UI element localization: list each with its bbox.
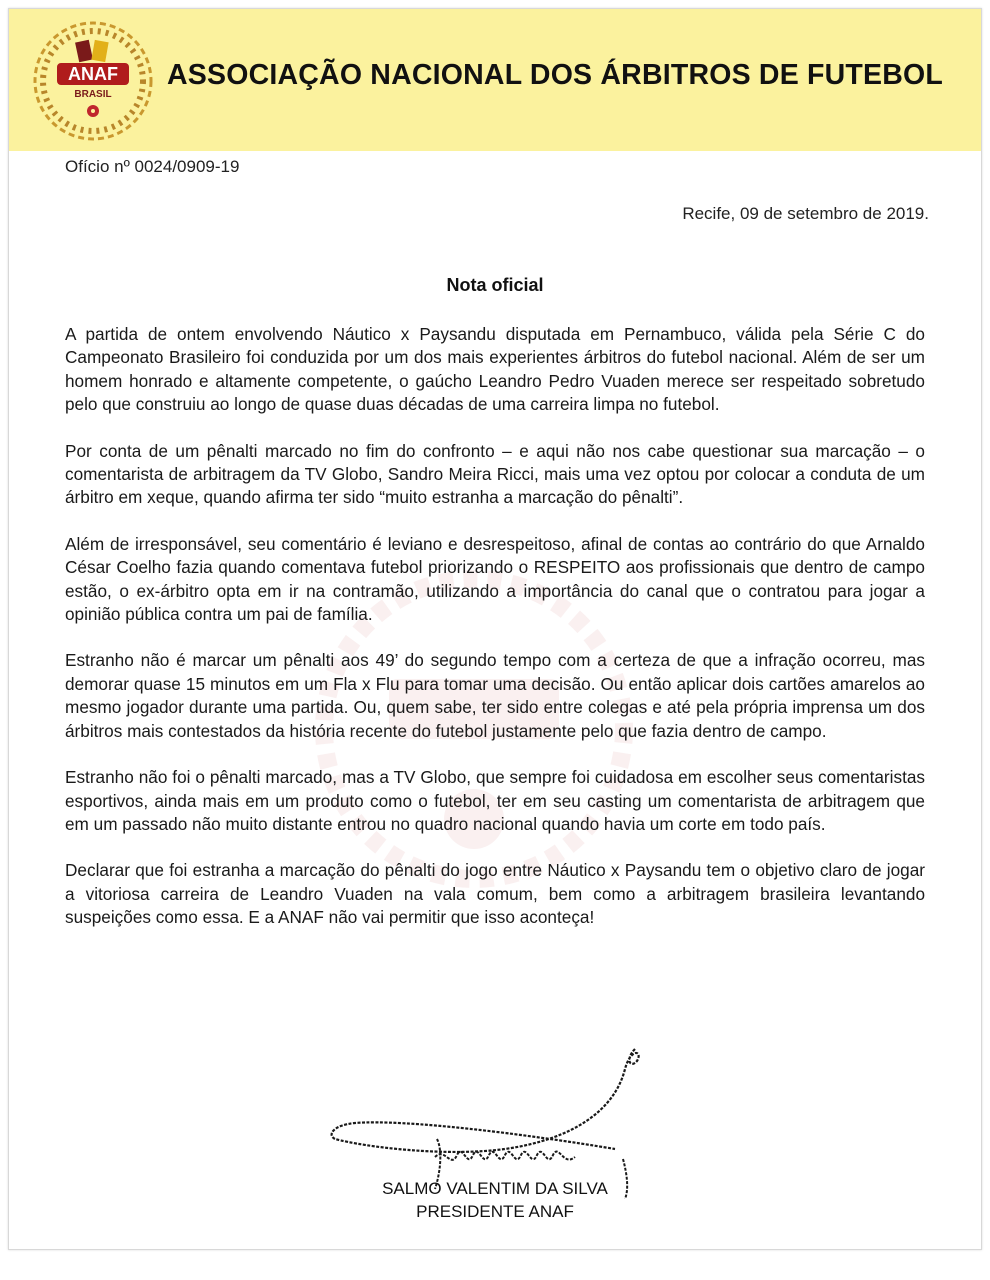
paragraph: Estranho não foi o pênalti marcado, mas a TV Globo, que sempre foi cuidadosa em escolher seus comentaristas esportivos, ainda mais em um produto como o futebol, ter em seu casting um comentarista de arbitragem que em um passado não muito distante entrou no quadro nacional quando havia um corte em todo país. [65,767,925,834]
paragraph: Além de irresponsável, seu comentário é leviano e desrespeitoso, afinal de contas ao contrário do que Arnaldo César Coelho fazia quando comentava futebol priorizando o RESPEITO aos profissionais que dentro de campo estão, o ex-árbitro opta em ir na contramão, utilizando a importância do canal que o contratou para jogar a opinião pública contra um pai de família. [65,533,925,625]
svg-text:ANAF: ANAF [68,64,118,84]
anaf-logo [31,19,155,143]
letter-sheet [8,8,982,1250]
place-and-date: Recife, 09 de setembro de 2019. [682,204,929,223]
paragraph: Estranho não é marcar um pênalti aos 49’ do segundo tempo com a certeza de que a infração ocorreu, mas demorar quase 15 minutos em um Fla x Flu para tomar uma decisão. Ou então aplicar dois cartões amarelos ao mesmo jogador durante uma partida. Ou, quem sabe, ter sido entre colegas e até pela própria imprensa um dos árbitros mais contestados da história recente do futebol justamente pelo que fazia dentro de campo. [65,650,925,741]
reference-number: Ofício nº 0024/0909-19 [65,157,240,176]
paragraph: Por conta de um pênalti marcado no fim do confronto – e aqui não nos cabe questionar sua marcação – o comentarista de arbitragem da TV Globo, Sandro Meira Ricci, mais uma vez optou por colocar a conduta de um árbitro em xeque, quando afirma ter sido “muito estranha a marcação do pênalti”. [65,440,925,508]
paragraph: A partida de ontem envolvendo Náutico x Paysandu disputada em Pernambuco, válida pela Série C do Campeonato Brasileiro foi conduzida por um dos mais experientes árbitros do futebol nacional. Além de ser um homem honrado e altamente competente, o gaúcho Leandro Pedro Vuaden merece ser respeitado sobretudo pelo que construiu ao longo de quase duas décadas de uma carreira limpa no futebol. [65,324,925,415]
paragraph: Declarar que foi estranha a marcação do pênalti do jogo entre Náutico x Paysandu tem o objetivo claro de jogar a vitoriosa carreira de Leandro Vuaden na vala comum, bem como a arbitragem brasileira levantando suspeições como essa. E a ANAF não vai permitir que isso aconteça! [65,860,925,928]
handwritten-signature [325,1039,665,1199]
signatory-role: PRESIDENTE ANAF [416,1202,574,1221]
organization-name: ASSOCIAÇÃO NACIONAL DOS ÁRBITROS DE FUTEBOL [167,59,944,91]
letter-body [65,323,925,953]
signatory-name: SALMO VALENTIM DA SILVA [382,1179,608,1198]
svg-text:BRASIL: BRASIL [74,89,112,100]
document-title: Nota oficial [446,275,544,295]
